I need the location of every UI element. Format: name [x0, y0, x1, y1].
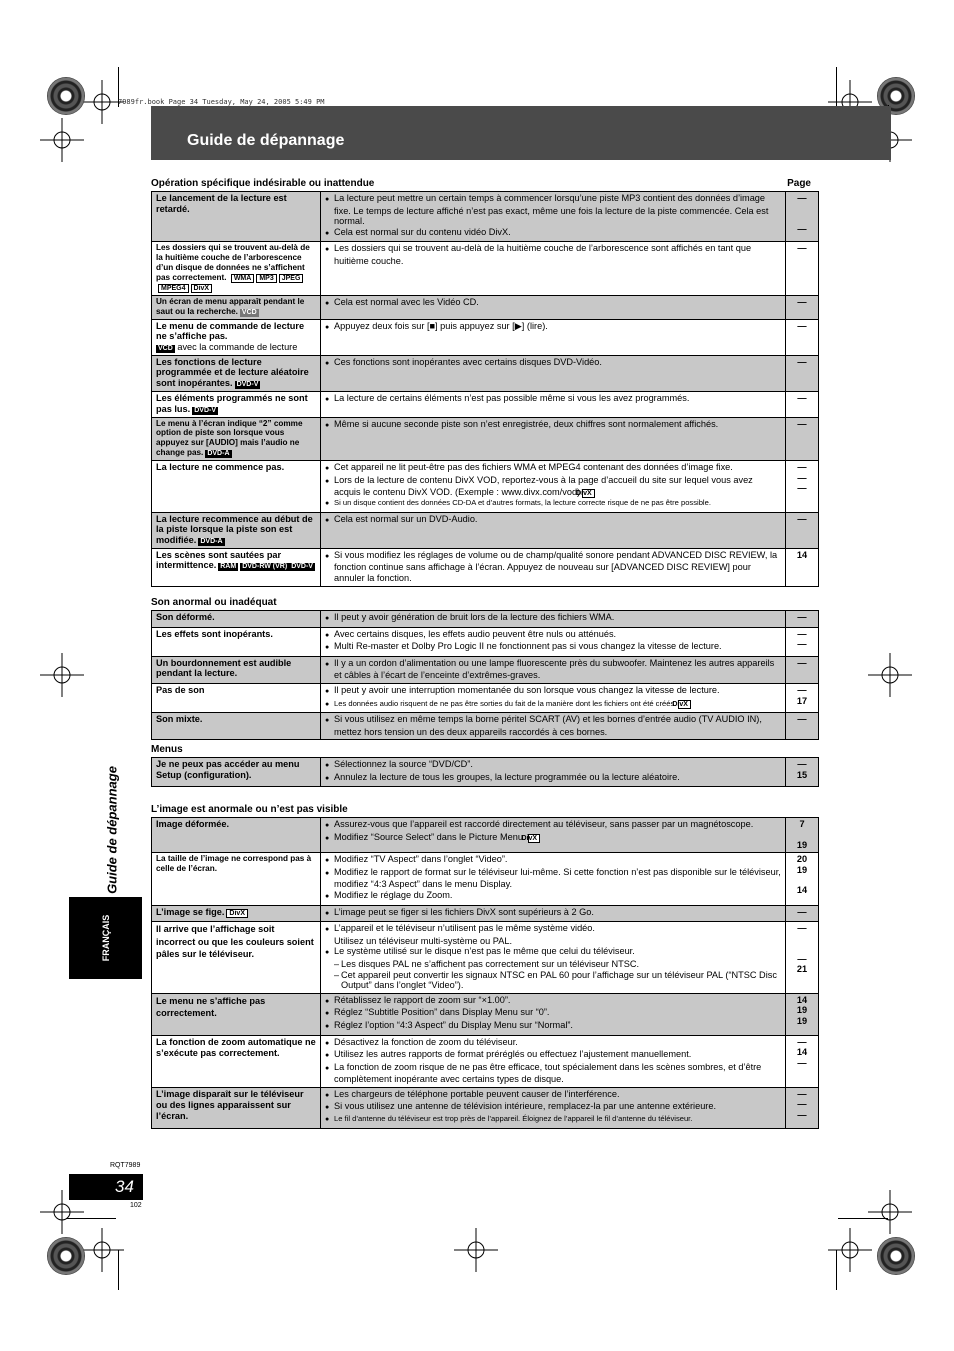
problem-cell: Pas de son	[152, 683, 321, 712]
table-row	[152, 391, 819, 417]
solution-cell: ● Il peut y avoir une interruption momentanée du son lorsque vous changez la vitesse de lecture. ● Les données audio risquent de ne pas être sorties du fait de la manière dont les fichiers ont été créés.DivX	[321, 683, 786, 712]
page-title: Guide de dépannage	[187, 132, 345, 149]
table-row	[152, 295, 819, 319]
color-bar-disc-icon	[47, 1237, 85, 1275]
page-ref-cell: 14 19 19	[786, 993, 819, 1035]
table-row	[152, 905, 819, 922]
color-bar-disc-icon	[47, 77, 85, 115]
troubleshooting-table	[151, 191, 819, 587]
registration-mark-icon	[40, 118, 84, 162]
problem-cell: Je ne peux pas accéder au menu Setup (configuration).	[152, 758, 321, 787]
solution-cell: ● L’image peut se figer si les fichiers DivX sont supérieurs à 2 Go.	[321, 905, 786, 922]
troubleshooting-table	[151, 757, 819, 787]
section-heading: Menus	[151, 744, 183, 755]
page-ref-cell: — — 21	[786, 922, 819, 994]
problem-cell: Image déformée.	[152, 818, 321, 853]
page-ref-cell: —	[786, 656, 819, 683]
page-number: 34	[115, 1177, 134, 1196]
registration-mark-icon	[40, 653, 84, 697]
book-info-line: 7989fr.book Page 34 Tuesday, May 24, 2005 5:49 PM	[118, 98, 325, 106]
table-row	[152, 993, 819, 1035]
registration-mark-icon	[454, 1228, 498, 1272]
language-tab-label: FRANÇAIS	[100, 914, 111, 962]
problem-cell: Le lancement de la lecture est retardé.	[152, 192, 321, 242]
page-ref-cell: — — —	[786, 1087, 819, 1128]
solution-cell: ● Avec certains disques, les effets audio peuvent être nuls ou atténués. ● Multi Re-master et Dolby Pro Logic II ne fonctionnent pas si vous changez la vitesse de lecture.	[321, 627, 786, 656]
table-row	[152, 242, 819, 295]
page-ref-cell: — 17	[786, 683, 819, 712]
section-abnormal-sound	[151, 595, 819, 740]
section-heading: Opération spécifique indésirable ou inattendue Page	[151, 178, 811, 189]
page-ref-cell: — 14 —	[786, 1035, 819, 1087]
section-unexpected-operation	[151, 176, 819, 587]
table-row	[152, 758, 819, 787]
trim-line	[66, 1218, 116, 1219]
table-row	[152, 319, 819, 355]
troubleshooting-table	[151, 610, 819, 740]
page-ref-cell: — — —	[786, 460, 819, 512]
solution-cell: ● Rétablissez le rapport de zoom sur “×1.00”. ● Réglez “Subtitle Position” dans Display Menu sur “0”. ● Réglez l’option “4:3 Aspect” du Display Menu sur “Normal”.	[321, 993, 786, 1035]
problem-cell: Son déformé.	[152, 611, 321, 628]
section-abnormal-picture	[151, 802, 819, 1129]
problem-cell: Le menu à l’écran indique “2” comme option de piste son lorsque vous appuyez sur [AUDIO] mais l’audio ne change pas. DVD-A	[152, 417, 321, 460]
page-ref-cell: — 15	[786, 758, 819, 787]
problem-cell: Les scènes sont sautées par intermittence. RAM DVD-RW (VR) DVD-V	[152, 548, 321, 586]
solution-cell: ● Désactivez la fonction de zoom du téléviseur. ● Utilisez les autres rapports de format préréglés ou effectuez l’ajustement manuellement. ● La fonction de zoom risque de ne pas être efficace, tout spécialement dans les scènes sombres, et d’être complètement inopérante avec certains types de disque.	[321, 1035, 786, 1087]
troubleshooting-table	[151, 817, 819, 1129]
problem-cell: La taille de l’image ne correspond pas à celle de l’écran.	[152, 853, 321, 905]
table-row	[152, 853, 819, 905]
table-row	[152, 922, 819, 994]
problem-cell: Les fonctions de lecture programmée et de lecture aléatoire sont inopérantes. DVD-V	[152, 355, 321, 391]
page-ref-cell: 7 19	[786, 818, 819, 853]
page-ref-cell: — —	[786, 627, 819, 656]
table-row	[152, 460, 819, 512]
table-row	[152, 512, 819, 548]
section-menus	[151, 742, 819, 787]
page-number-box	[69, 1174, 143, 1200]
trim-line	[838, 1218, 888, 1219]
problem-cell: Les effets sont inopérants.	[152, 627, 321, 656]
solution-cell: ● La lecture de certains éléments n’est pas possible même si vous les avez programmés.	[321, 391, 786, 417]
page-ref-cell: —	[786, 905, 819, 922]
page-ref-cell: —	[786, 295, 819, 319]
section-heading: L’image est anormale ou n’est pas visible	[151, 804, 348, 815]
page-ref-cell: —	[786, 713, 819, 740]
problem-cell: L’image disparaît sur le téléviseur ou des lignes apparaissent sur l’écran.	[152, 1087, 321, 1128]
solution-cell: ● Cela est normal sur un DVD-Audio.	[321, 512, 786, 548]
problem-cell: Un bourdonnement est audible pendant la lecture.	[152, 656, 321, 683]
table-row	[152, 548, 819, 586]
table-row	[152, 627, 819, 656]
table-row	[152, 818, 819, 853]
page-ref-cell: —	[786, 512, 819, 548]
page-ref-cell: 14	[786, 548, 819, 586]
trim-line	[836, 1250, 837, 1290]
solution-cell: ● Les dossiers qui se trouvent au-delà de la huitième couche de l’arborescence sont affichés en tant que huitième couche.	[321, 242, 786, 295]
solution-cell: ● Cet appareil ne lit peut-être pas des fichiers WMA et MPEG4 contenant des données d’image fixe. ● Lors de la lecture de contenu DivX VOD, reportez-vous à la page d’accueil du site sur lequel vous avez acquis le contenu DivX VOD. (Exemple : www.divx.com/vod)DivX ● Si un disque contient des données CD-DA et d’autres formats, la lecture correcte risque de ne pas être possible.	[321, 460, 786, 512]
page-ref-cell: —	[786, 319, 819, 355]
problem-cell: L’image se fige. DivX	[152, 905, 321, 922]
solution-cell: ● Assurez-vous que l’appareil est raccordé directement au téléviseur, sans passer par un magnétoscope. ● Modifiez “Source Select” dans le Picture Menu.DivX	[321, 818, 786, 853]
trim-line	[118, 1250, 119, 1290]
problem-cell: La lecture recommence au début de la piste lorsque la piste son est modifiée. DVD-A	[152, 512, 321, 548]
page-ref-cell: —	[786, 611, 819, 628]
problem-cell: Le menu ne s’affiche pas correctement.	[152, 993, 321, 1035]
table-row	[152, 1035, 819, 1087]
table-row	[152, 683, 819, 712]
problem-cell: Le menu de commande de lecture ne s’affiche pas. VCD avec la commande de lecture	[152, 319, 321, 355]
solution-cell: ● Sélectionnez la source “DVD/CD”. ● Annulez la lecture de tous les groupes, la lecture programmée ou la lecture aléatoire.	[321, 758, 786, 787]
page-column-heading: Page	[787, 178, 811, 189]
registration-mark-icon	[868, 1190, 912, 1234]
language-tab	[69, 897, 142, 979]
solution-cell: ● Appuyez deux fois sur [■] puis appuyez sur [▶] (lire).	[321, 319, 786, 355]
solution-cell: ● Si vous utilisez en même temps la borne péritel SCART (AV) et les bornes d’entrée audio (TV AUDIO IN), mettez hors tension un des deux appareils raccordés à ces bornes.	[321, 713, 786, 740]
solution-cell: ● Il y a un cordon d’alimentation ou une lampe fluorescente près du subwoofer. Maintenez les autres appareils et câbles à l’écart de l’enceinte d’extrêmes-graves.	[321, 656, 786, 683]
table-row	[152, 713, 819, 740]
trim-line	[836, 67, 837, 107]
table-row	[152, 192, 819, 242]
solution-cell: ● L’appareil et le téléviseur n’utilisent pas le même système vidéo. Utilisez un téléviseur multi-système ou PAL. ● Le système utilisé sur le disque n’est pas le même que celui du téléviseur. – Les disques PAL ne s’affichent pas correctement sur un téléviseur NTSC. – Cet appareil peut convertir les signaux NTSC en PAL 60 pour l’affichage sur un téléviseur PAL (“NTSC Disc Output” dans l’onglet “Video”).	[321, 922, 786, 994]
solution-cell: ● Si vous modifiez les réglages de volume ou de champ/qualité sonore pendant ADVANCED DISC REVIEW, la fonction continue sans affichage à l’écran. Appuyez de nouveau sur [ADVANCED DISC REVIEW] pour annuler la fonction.	[321, 548, 786, 586]
table-row	[152, 611, 819, 628]
page-ref-cell: —	[786, 242, 819, 295]
solution-cell: ● Il peut y avoir génération de bruit lors de la lecture des fichiers WMA.	[321, 611, 786, 628]
table-row	[152, 1087, 819, 1128]
title-banner	[151, 106, 891, 160]
problem-cell: Il arrive que l’affichage soit incorrect ou que les couleurs soient pâles sur le téléviseur.	[152, 922, 321, 994]
section-heading: Son anormal ou inadéquat	[151, 597, 277, 608]
solution-cell: ● Cela est normal avec les Vidéo CD.	[321, 295, 786, 319]
problem-cell: Les dossiers qui se trouvent au-delà de la huitième couche de l’arborescence d’un disque de données ne s’affichent pas correctement. WMA MP3 JPEGMPEG4 DivX	[152, 242, 321, 295]
solution-cell: ● La lecture peut mettre un certain temps à commencer lorsqu’une piste MP3 contient des données d’image fixe. Le temps de lecture affiché n’est pas exact, même une fois la lecture de la piste commencée. Cela est normal. ● Cela est normal sur du contenu vidéo DivX.	[321, 192, 786, 242]
table-row	[152, 417, 819, 460]
solution-cell: ● Même si aucune seconde piste son n’est enregistrée, deux chiffres sont normalement affichés.	[321, 417, 786, 460]
sub-page-number: 102	[130, 1202, 142, 1209]
page-ref-cell: —	[786, 391, 819, 417]
problem-cell: La lecture ne commence pas.	[152, 460, 321, 512]
problem-cell: Les éléments programmés ne sont pas lus. DVD-V	[152, 391, 321, 417]
solution-cell: ● Ces fonctions sont inopérantes avec certains disques DVD-Vidéo.	[321, 355, 786, 391]
registration-mark-icon	[828, 1228, 872, 1272]
side-section-title: Guide de dépannage	[104, 766, 120, 894]
problem-cell: La fonction de zoom automatique ne s’exécute pas correctement.	[152, 1035, 321, 1087]
problem-cell: Son mixte.	[152, 713, 321, 740]
problem-cell: Un écran de menu apparaît pendant le saut ou la recherche. VCD	[152, 295, 321, 319]
page-ref-cell: 20 19 14	[786, 853, 819, 905]
registration-mark-icon	[868, 653, 912, 697]
page-ref-cell: — —	[786, 192, 819, 242]
color-bar-disc-icon	[877, 1237, 915, 1275]
solution-cell: ● Les chargeurs de téléphone portable peuvent causer de l’interférence. ● Si vous utilisez une antenne de télévision intérieure, remplacez-la par une antenne extérieure. ● Le fil d’antenne du téléviseur est trop près de l’appareil. Éloignez de l’appareil le fil d’antenne du téléviseur.	[321, 1087, 786, 1128]
solution-cell: ● Modifiez “TV Aspect” dans l’onglet “Video”. ● Modifiez le rapport de format sur le téléviseur lui-même. Si cette fonction n’est pas disponible sur le téléviseur, modifiez “4:3 Aspect” dans le menu Display. ● Modifiez le réglage du Zoom.	[321, 853, 786, 905]
table-row	[152, 355, 819, 391]
page-ref-cell: —	[786, 417, 819, 460]
page-ref-cell: —	[786, 355, 819, 391]
model-code: RQT7989	[110, 1162, 141, 1169]
table-row	[152, 656, 819, 683]
